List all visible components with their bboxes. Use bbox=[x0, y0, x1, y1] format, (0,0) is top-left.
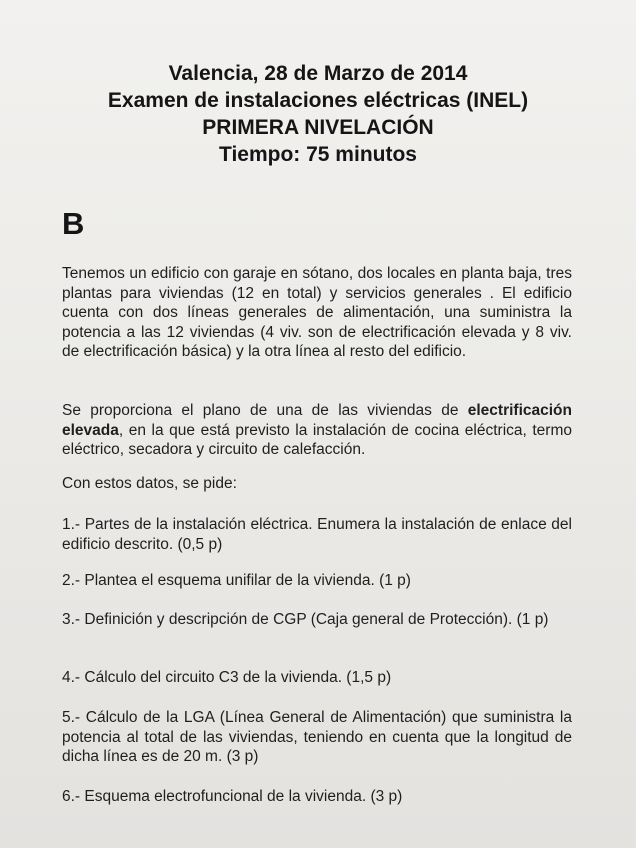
header-exam-title: Examen de instalaciones eléctricas (INEL) bbox=[107, 89, 529, 112]
dwelling-description-end: , en la que está previsto la instalación de cocina eléctrica, termo eléctrico, secadora y circuito de calefacción. bbox=[62, 421, 572, 458]
header-duration: Tiempo: 75 minutos bbox=[219, 143, 417, 166]
question-3: 3.- Definición y descripción de CGP (Caja general de Protección). (1 p) bbox=[62, 611, 549, 628]
dwelling-electrification-level: electrificación elevada bbox=[62, 402, 572, 439]
question-5: 5.- Cálculo de la LGA (Línea General de Alimentación) que suministra la potencia al total de las viviendas, teniendo en cuenta que la longitud de dicha línea es de 20 m. (3 p) bbox=[62, 709, 572, 765]
header-date: Valencia, 28 de Marzo de 2014 bbox=[168, 62, 468, 85]
exam-version-letter: B bbox=[62, 206, 85, 241]
exam-header bbox=[0, 60, 636, 168]
dwelling-description bbox=[62, 401, 572, 460]
question-2: 2.- Plantea el esquema unifilar de la vivienda. (1 p) bbox=[62, 572, 411, 589]
building-description: Tenemos un edificio con garaje en sótano, dos locales en planta baja, tres plantas para viviendas (12 en total) y servicios generales . El edificio cuenta con dos líneas generales de alimentación, una suministra la potencia a las 12 viviendas (4 viv. son de electrificación elevada y 8 viv. de electrificación básica) y la otra línea al resto del edificio. bbox=[62, 265, 572, 360]
questions-intro: Con estos datos, se pide: bbox=[62, 475, 237, 492]
question-1: 1.- Partes de la instalación eléctrica. Enumera la instalación de enlace del edificio descrito. (0,5 p) bbox=[62, 516, 572, 553]
dwelling-description-start: Se proporciona el plano de una de las viviendas de bbox=[62, 402, 468, 419]
question-4: 4.- Cálculo del circuito C3 de la vivienda. (1,5 p) bbox=[62, 669, 392, 686]
header-level: PRIMERA NIVELACIÓN bbox=[202, 116, 434, 139]
question-6: 6.- Esquema electrofuncional de la vivienda. (3 p) bbox=[62, 788, 403, 805]
